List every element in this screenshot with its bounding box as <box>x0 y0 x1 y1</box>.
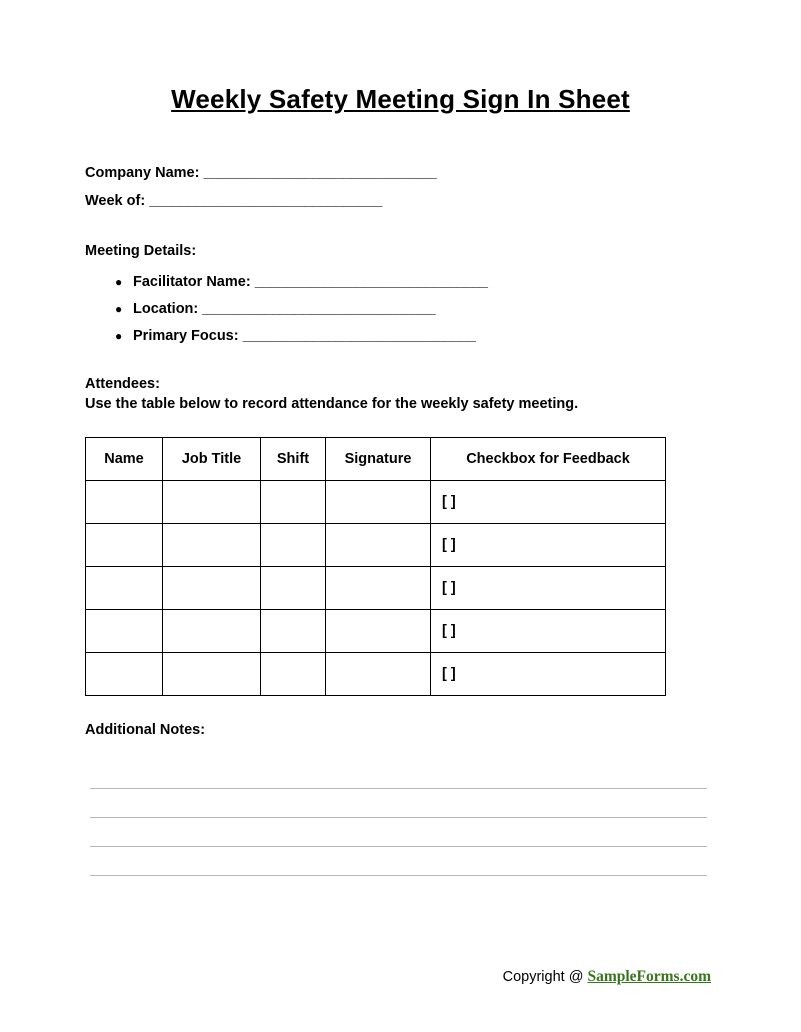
list-item-facilitator <box>85 269 716 296</box>
attendees-label: Attendees: <box>85 376 160 392</box>
week-of-field <box>85 187 716 215</box>
cell-checkbox[interactable]: [ ] <box>431 653 666 696</box>
cell-checkbox[interactable]: [ ] <box>431 567 666 610</box>
cell-shift[interactable] <box>261 481 326 524</box>
table-row <box>86 524 666 567</box>
additional-notes-lines[interactable] <box>85 760 716 876</box>
cell-shift[interactable] <box>261 653 326 696</box>
week-of-label: Week of: <box>85 193 146 209</box>
list-item-location <box>85 296 716 323</box>
notes-write-line[interactable] <box>90 818 707 847</box>
bullet-icon: ● <box>115 275 123 289</box>
column-header-job-title: Job Title <box>163 438 261 481</box>
primary-focus-blank[interactable]: ______________________________ <box>242 328 476 344</box>
company-name-field <box>85 159 716 187</box>
cell-shift[interactable] <box>261 524 326 567</box>
brand-link[interactable]: SampleForms.com <box>587 968 711 985</box>
cell-shift[interactable] <box>261 610 326 653</box>
meeting-details-list <box>85 269 716 350</box>
attendance-table <box>85 437 666 696</box>
cell-shift[interactable] <box>261 567 326 610</box>
cell-job-title[interactable] <box>163 610 261 653</box>
table-row <box>86 653 666 696</box>
table-row <box>86 610 666 653</box>
copyright-text: Copyright @ <box>502 969 584 985</box>
column-header-shift: Shift <box>261 438 326 481</box>
notes-write-line[interactable] <box>90 847 707 876</box>
table-header-row <box>86 438 666 481</box>
notes-write-line[interactable] <box>90 789 707 818</box>
attendees-instruction: Use the table below to record attendance for the weekly safety meeting. <box>85 396 579 412</box>
cell-name[interactable] <box>86 481 163 524</box>
week-of-blank[interactable]: ______________________________ <box>149 193 383 209</box>
table-row <box>86 567 666 610</box>
cell-signature[interactable] <box>326 653 431 696</box>
cell-job-title[interactable] <box>163 524 261 567</box>
table-row <box>86 481 666 524</box>
cell-signature[interactable] <box>326 524 431 567</box>
cell-name[interactable] <box>86 524 163 567</box>
cell-signature[interactable] <box>326 481 431 524</box>
header-fields <box>85 159 716 215</box>
primary-focus-label: Primary Focus: <box>133 328 239 344</box>
company-name-blank[interactable]: ______________________________ <box>203 165 437 181</box>
cell-job-title[interactable] <box>163 653 261 696</box>
cell-checkbox[interactable]: [ ] <box>431 481 666 524</box>
list-item-primary-focus <box>85 323 716 350</box>
cell-signature[interactable] <box>326 567 431 610</box>
page-title: Weekly Safety Meeting Sign In Sheet <box>171 84 630 114</box>
bullet-icon: ● <box>115 329 123 343</box>
facilitator-name-label: Facilitator Name: <box>133 274 251 290</box>
column-header-signature: Signature <box>326 438 431 481</box>
meeting-details-label: Meeting Details: <box>85 243 197 259</box>
cell-job-title[interactable] <box>163 481 261 524</box>
cell-name[interactable] <box>86 567 163 610</box>
footer <box>503 968 711 986</box>
bullet-icon: ● <box>115 302 123 316</box>
additional-notes-label: Additional Notes: <box>85 722 206 738</box>
column-header-checkbox-feedback: Checkbox for Feedback <box>431 438 666 481</box>
cell-job-title[interactable] <box>163 567 261 610</box>
facilitator-name-blank[interactable]: ______________________________ <box>254 274 488 290</box>
cell-checkbox[interactable]: [ ] <box>431 524 666 567</box>
cell-name[interactable] <box>86 610 163 653</box>
notes-write-line[interactable] <box>90 760 707 789</box>
location-blank[interactable]: ______________________________ <box>202 301 436 317</box>
cell-name[interactable] <box>86 653 163 696</box>
company-name-label: Company Name: <box>85 165 200 181</box>
cell-signature[interactable] <box>326 610 431 653</box>
location-label: Location: <box>133 301 199 317</box>
column-header-name: Name <box>86 438 163 481</box>
cell-checkbox[interactable]: [ ] <box>431 610 666 653</box>
